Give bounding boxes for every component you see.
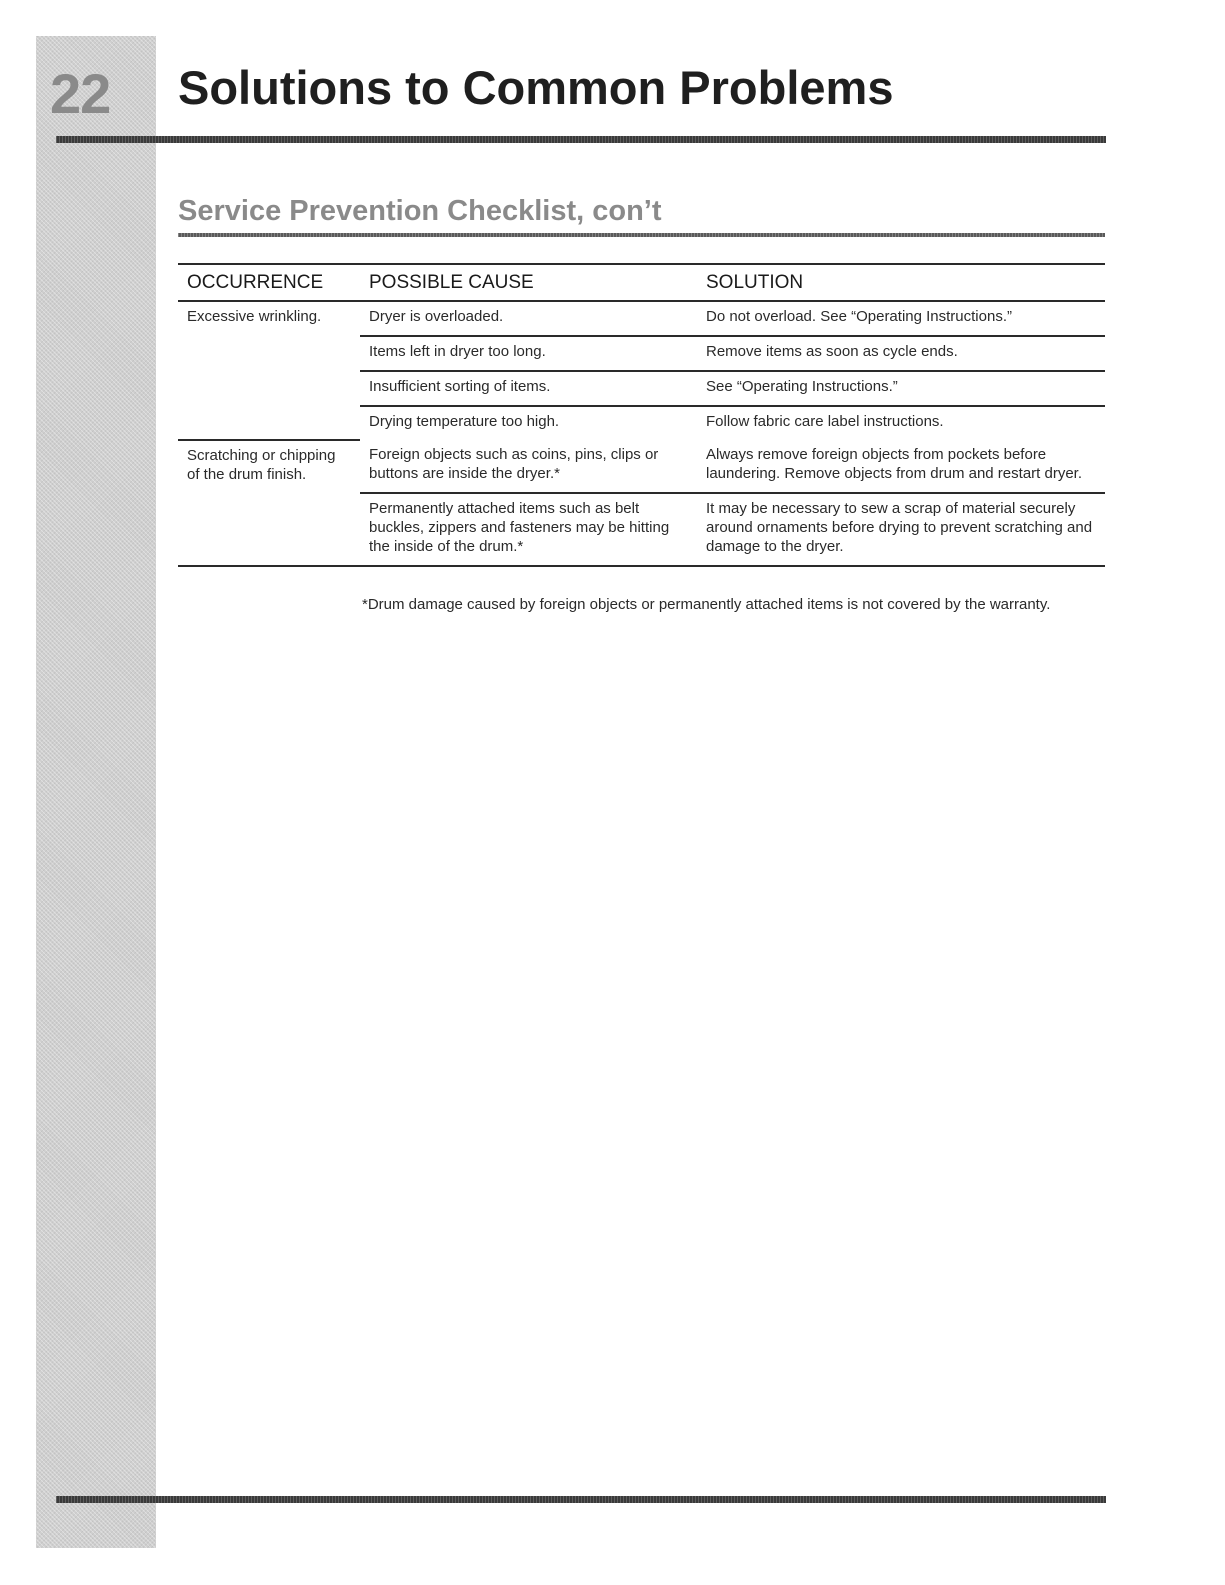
cause-cell: Permanently attached items such as belt buckles, zippers and fasteners may be hitting the inside of the drum.*	[360, 493, 697, 566]
occurrence-cell: Scratching or chipping of the drum finish.	[178, 440, 360, 566]
cause-cell: Insufficient sorting of items.	[360, 371, 697, 406]
cause-cell: Drying temperature too high.	[360, 406, 697, 440]
solution-cell: It may be necessary to sew a scrap of material securely around ornaments before drying to prevent scratching and damage to the dryer.	[697, 493, 1105, 566]
section-title: Service Prevention Checklist, con’t	[178, 195, 662, 227]
occurrence-cell: Excessive wrinkling.	[187, 308, 322, 325]
solution-cell: Remove items as soon as cycle ends.	[697, 336, 1105, 371]
header-possible-cause: POSSIBLE CAUSE	[369, 272, 534, 293]
cause-cell: Items left in dryer too long.	[360, 336, 697, 371]
solution-cell: Do not overload. See “Operating Instructions.”	[706, 308, 1012, 325]
page-number: 22	[50, 62, 111, 125]
cause-cell: Foreign objects such as coins, pins, clips or buttons are inside the dryer.*	[369, 446, 659, 482]
header-solution: SOLUTION	[706, 272, 804, 293]
solution-cell: Always remove foreign objects from pockets before laundering. Remove objects from drum and restart dryer.	[706, 446, 1083, 482]
footnote: *Drum damage caused by foreign objects or permanently attached items is not covered by the warranty.	[362, 596, 1051, 613]
table-header-row	[178, 264, 1105, 301]
solution-cell: Follow fabric care label instructions.	[697, 406, 1105, 440]
side-band	[36, 36, 156, 1548]
table-row	[178, 440, 1105, 493]
header-occurrence: OCCURRENCE	[187, 272, 324, 293]
page-title: Solutions to Common Problems	[178, 61, 894, 114]
table-row	[178, 301, 1105, 336]
bottom-rule	[56, 1496, 1106, 1503]
cause-cell: Dryer is overloaded.	[369, 308, 504, 325]
checklist-table	[178, 263, 1105, 567]
section-rule	[178, 233, 1105, 237]
top-rule	[56, 136, 1106, 143]
solution-cell: See “Operating Instructions.”	[697, 371, 1105, 406]
